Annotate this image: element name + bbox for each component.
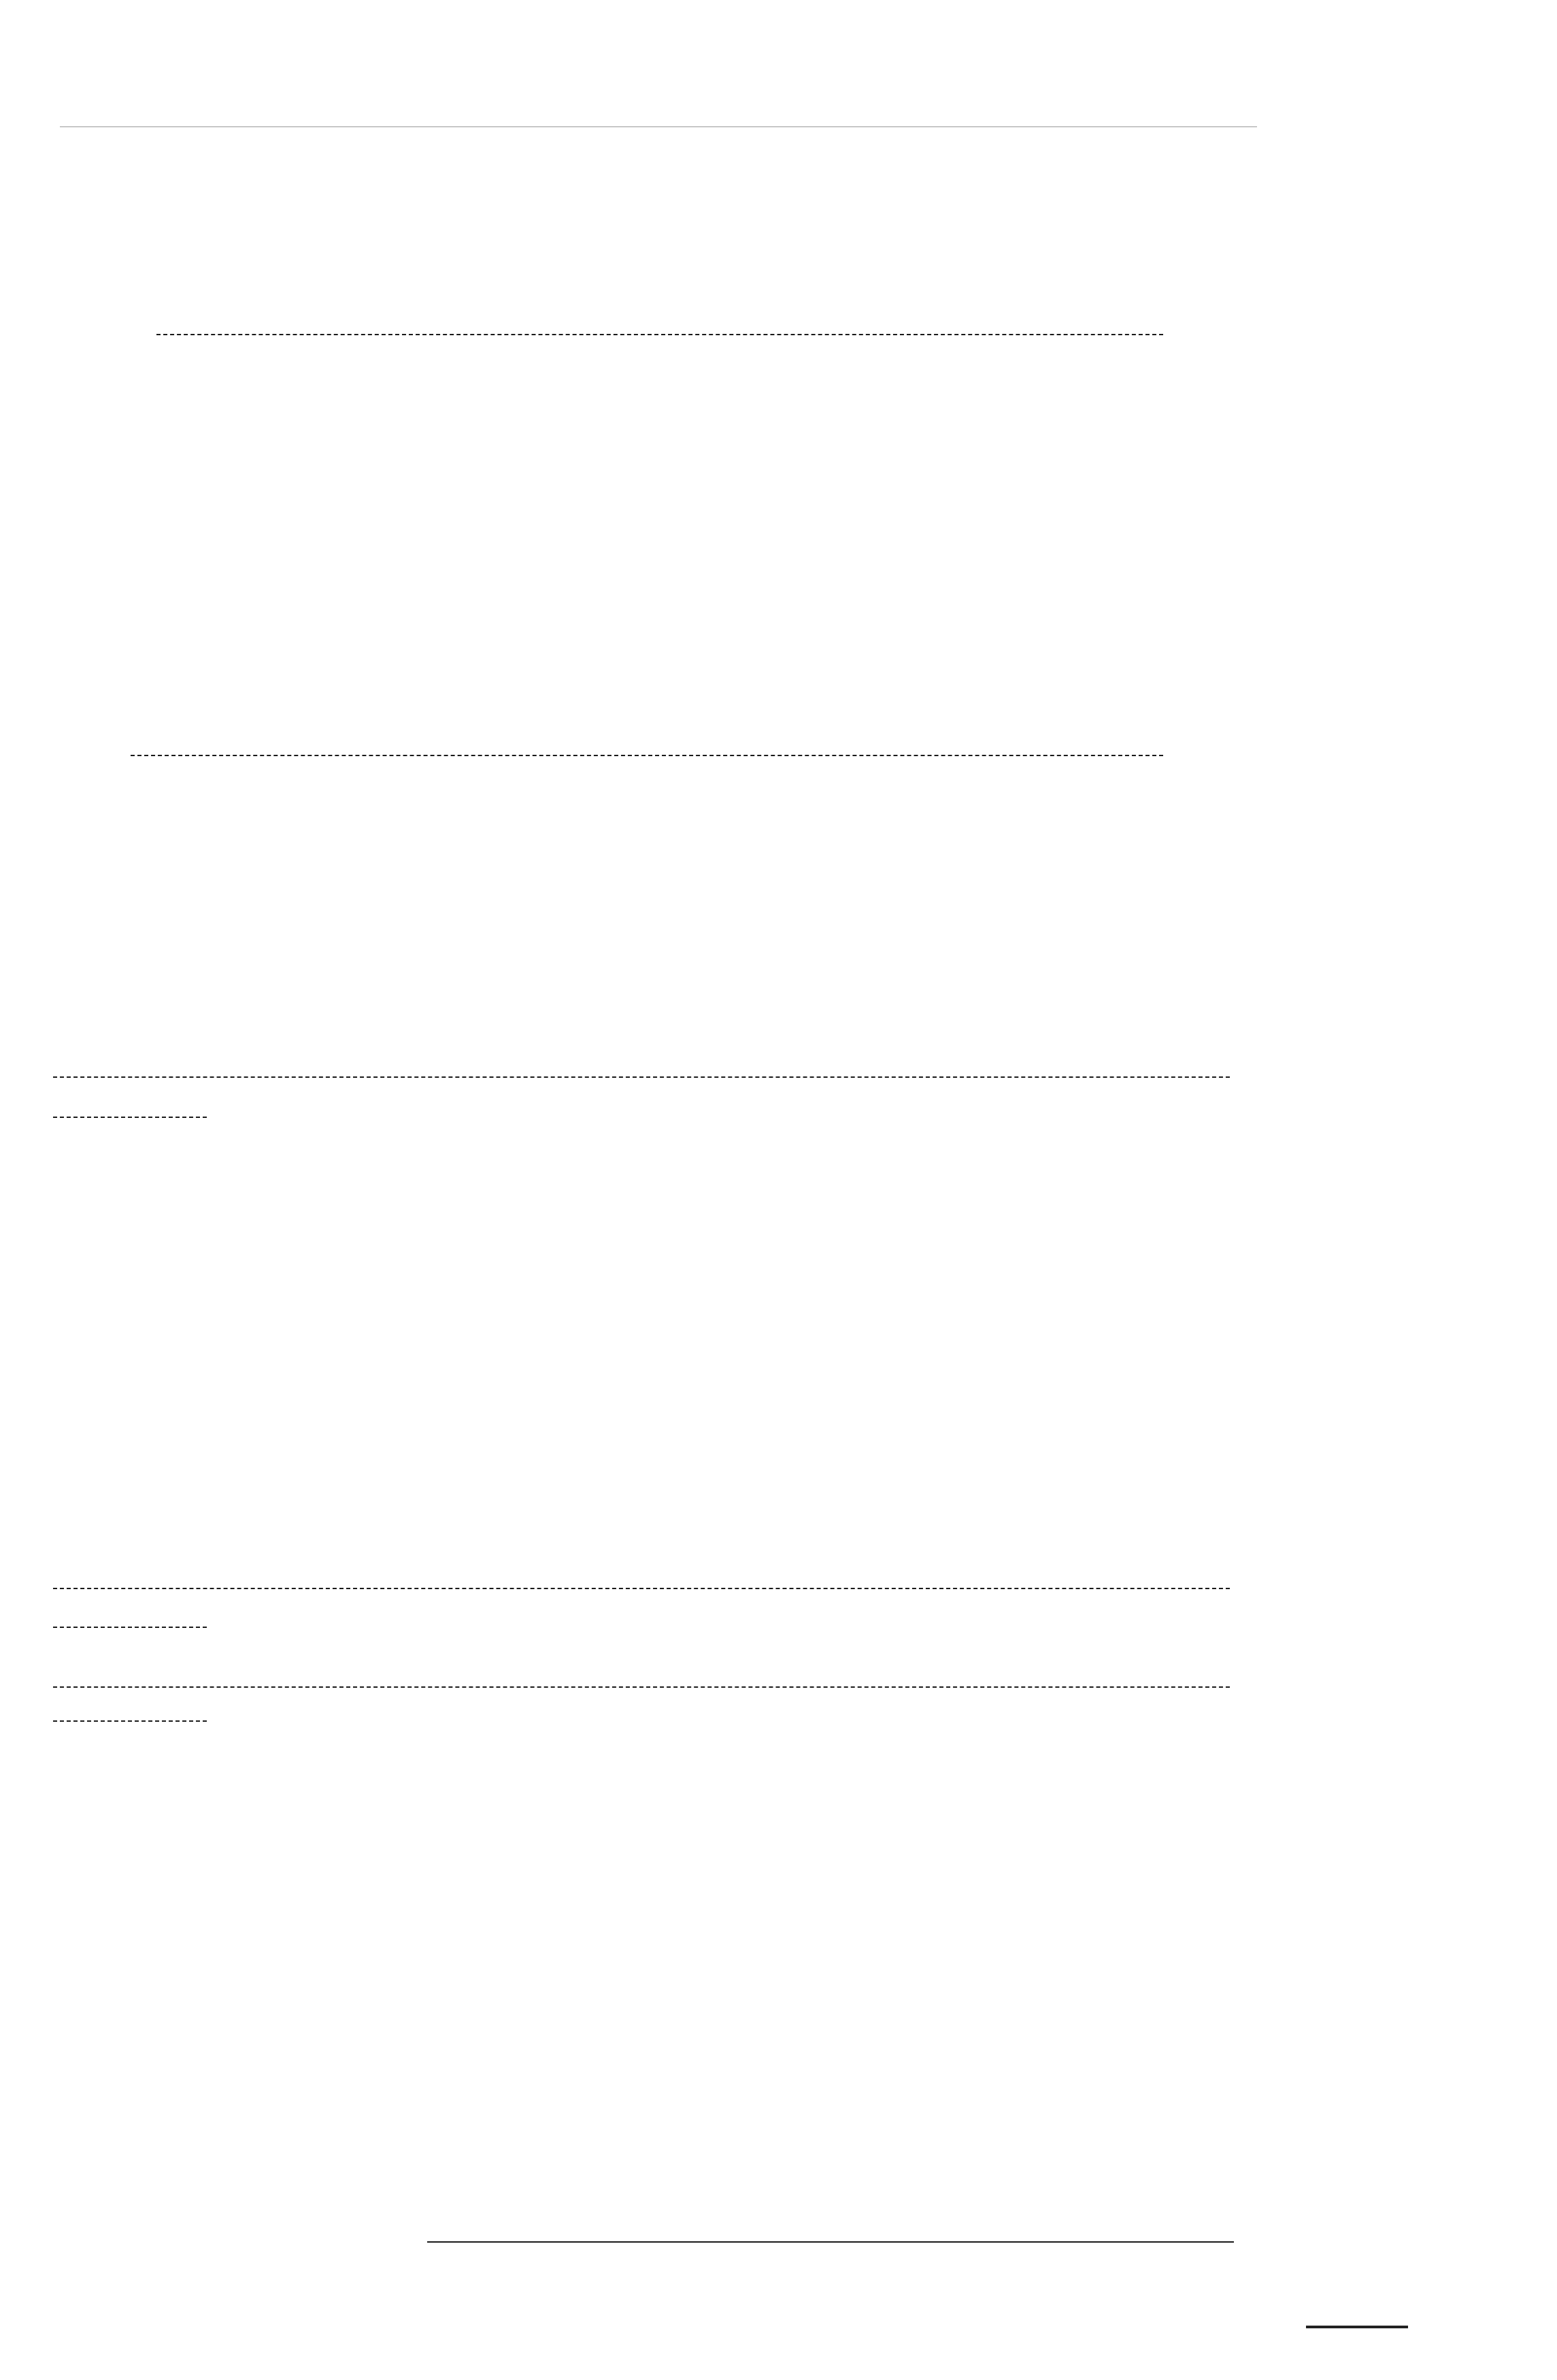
divider-dashed: [131, 755, 1163, 756]
header-rule: [60, 126, 1257, 127]
divider-dashed: [53, 1627, 207, 1628]
divider-dashed: [53, 1076, 1230, 1078]
divider-dashed: [53, 1588, 1230, 1589]
divider-dashed: [53, 1720, 207, 1722]
divider-dashed: [156, 334, 1163, 335]
divider-dashed: [53, 1117, 207, 1118]
scan-mark: [1306, 2326, 1408, 2328]
footer-rule: [427, 2241, 1234, 2243]
divider-dashed: [53, 1686, 1230, 1688]
